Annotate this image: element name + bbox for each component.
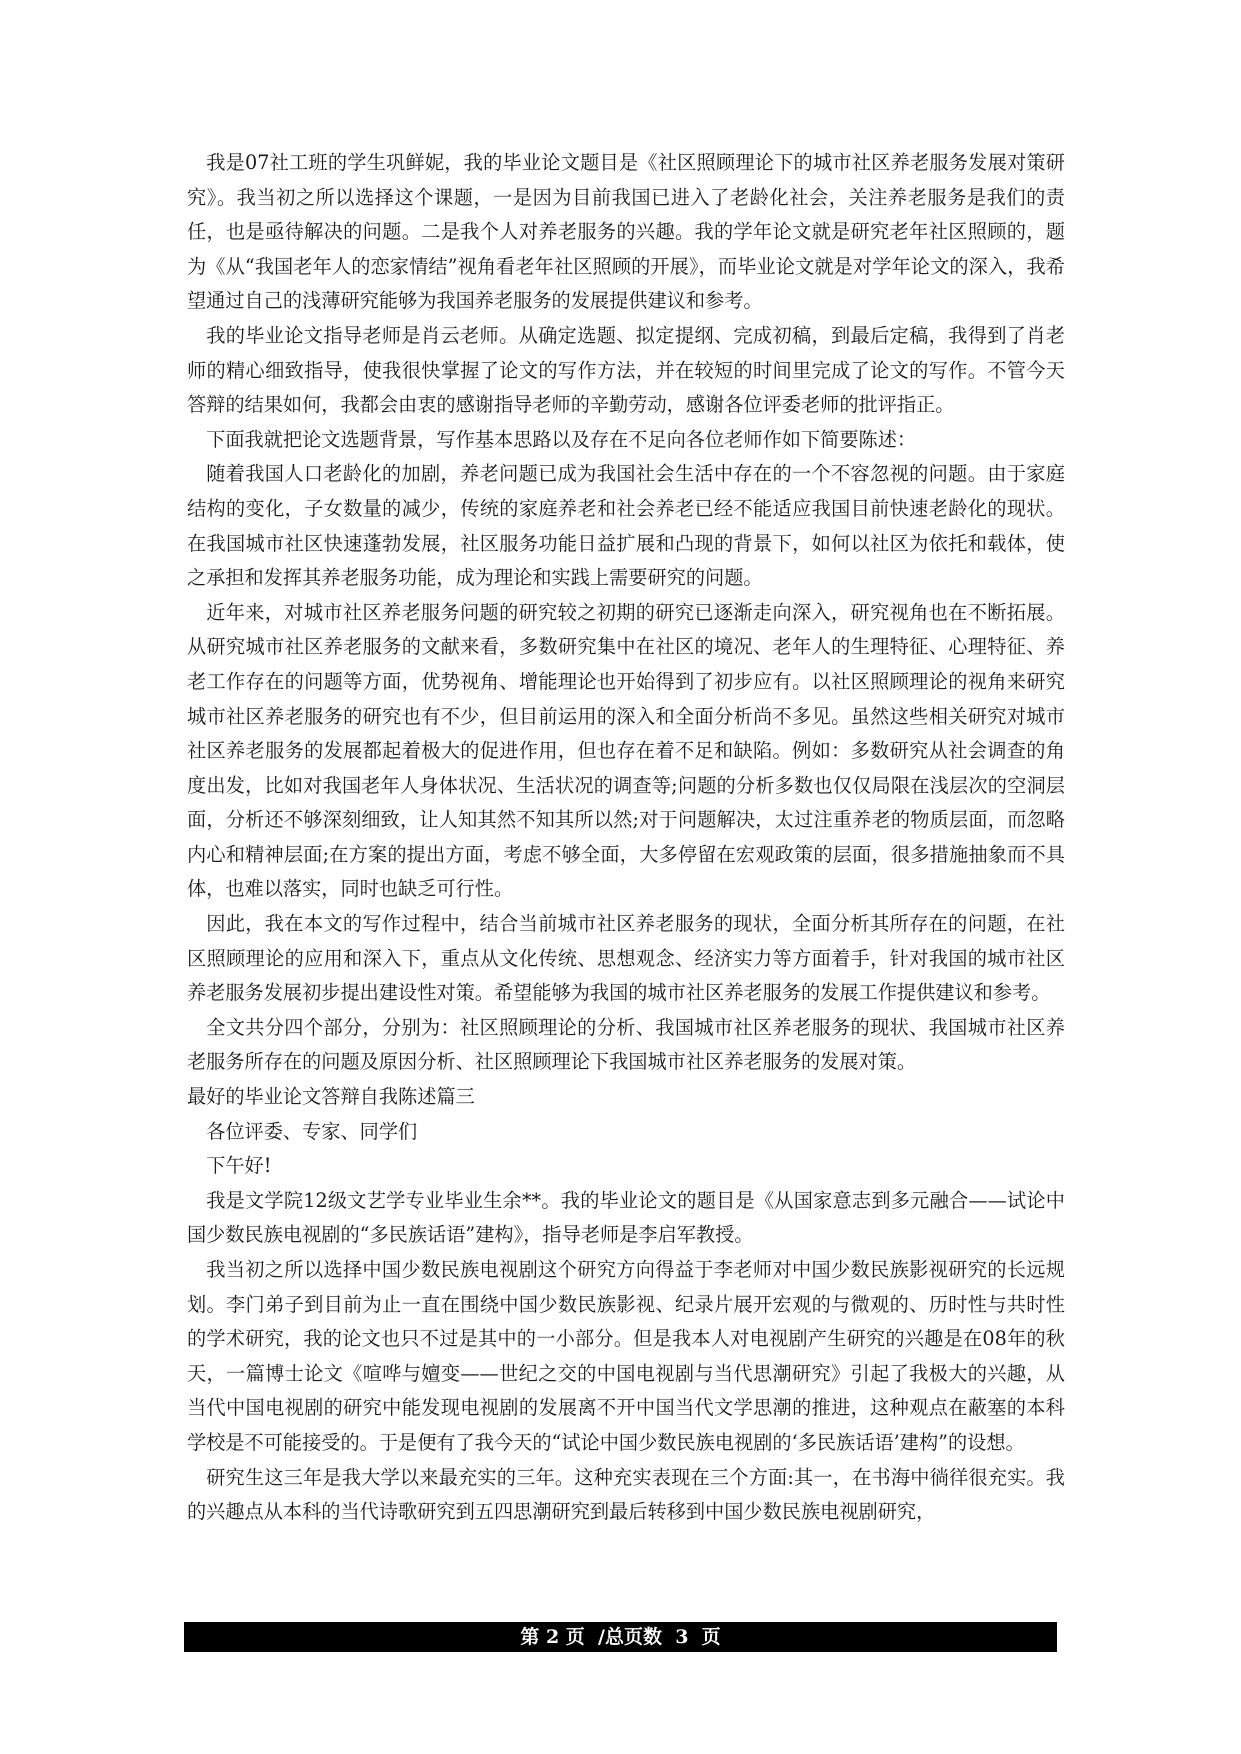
- paragraph: 随着我国人口老龄化的加剧，养老问题已成为我国社会生活中存在的一个不容忽视的问题。由于家庭结构的变化，子女数量的减少，传统的家庭养老和社会养老已经不能适应我国目前快速老龄化的现状。在我国城市社区快速蓬勃发展，社区服务功能日益扩展和凸现的背景下，如何以社区为依托和载体，使之承担和发挥其养老服务功能，成为理论和实践上需要研究的问题。: [187, 462, 1065, 590]
- document-body: [187, 146, 1065, 1530]
- paragraph: 各位评委、专家、同学们: [206, 1119, 418, 1143]
- paragraph: 因此，我在本文的写作过程中，结合当前城市社区养老服务的现状，全面分析其所存在的问题，在社区照顾理论的应用和深入下，重点从文化传统、思想观念、经济实力等方面着手，针对我国的城市社区养老服务发展初步提出建设性对策。希望能够为我国的城市社区养老服务的发展工作提供建议和参考。: [187, 912, 1065, 1005]
- paragraph: 全文共分四个部分，分别为：社区照顾理论的分析、我国城市社区养老服务的现状、我国城市社区养老服务所存在的问题及原因分析、社区照顾理论下我国城市社区养老服务的发展对策。: [187, 1015, 1065, 1074]
- section-heading: 最好的毕业论文答辩自我陈述篇三: [187, 1085, 475, 1109]
- paragraph: 我的毕业论文指导老师是肖云老师。从确定选题、拟定提纲、完成初稿，到最后定稿，我得到了肖老师的精心细致指导，使我很快掌握了论文的写作方法，并在较短的时间里完成了论文的写作。不管今天答辩的结果如何，我都会由衷的感谢指导老师的辛勤劳动，感谢各位评委老师的批评指正。: [187, 323, 1065, 417]
- paragraph: 近年来，对城市社区养老服务问题的研究较之初期的研究已逐渐走向深入，研究视角也在不断拓展。从研究城市社区养老服务的文献来看，多数研究集中在社区的境况、老年人的生理特征、心理特征、养老工作存在的问题等方面，优势视角、增能理论也开始得到了初步应有。以社区照顾理论的视角来研究城市社区养老服务的研究也有不少，但目前运用的深入和全面分析尚不多见。虽然这些相关研究对城市社区养老服务的发展都起着极大的促进作用，但也存在着不足和缺陷。例如：多数研究从社会调查的角度出发，比如对我国老年人身体状况、生活状况的调查等;问题的分析多数也仅仅局限在浅层次的空洞层面，分析还不够深刻细致，让人知其然不知其所以然;对于问题解决，太过注重养老的物质层面，而忽略内心和精神层面;在方案的提出方面，考虑不够全面，大多停留在宏观政策的层面，很多措施抽象而不具体，也难以落实，同时也缺乏可行性。: [187, 600, 1065, 901]
- paragraph: 我当初之所以选择中国少数民族电视剧这个研究方向得益于李老师对中国少数民族影视研究的长远规划。李门弟子到目前为止一直在围绕中国少数民族影视、纪录片展开宏观的与微观的、历时性与共时性的学术研究，我的论文也只不过是其中的一小部分。但是我本人对电视剧产生研究的兴趣是在08年的秋天，一篇博士论文《喧哗与嬗变——世纪之交的中国电视剧与当代思潮研究》引起了我极大的兴趣，从当代中国电视剧的研究中能发现电视剧的发展离不开中国当代文学思潮的推进，这种观点在蔽塞的本科学校是不可能接受的。于是便有了我今天的“试论中国少数民族电视剧的‘多民族话语’建构”的设想。: [187, 1258, 1065, 1454]
- paragraph: 我是07社工班的学生巩鲜妮，我的毕业论文题目是《社区照顾理论下的城市社区养老服务发展对策研究》。我当初之所以选择这个课题，一是因为目前我国已进入了老龄化社会，关注养老服务是我们的责任，也是亟待解决的问题。二是我个人对养老服务的兴趣。我的学年论文就是研究老年社区照顾的，题为《从“我国老年人的恋家情结”视角看老年社区照顾的开展》，而毕业论文就是对学年论文的深入，我希望通过自己的浅薄研究能够为我国养老服务的发展提供建议和参考。: [187, 151, 1065, 313]
- page-number-footer: 第 2 页 /总页数 3 页: [184, 1622, 1057, 1652]
- paragraph: 研究生这三年是我大学以来最充实的三年。这种充实表现在三个方面:其一，在书海中徜徉很充实。我的兴趣点从本科的当代诗歌研究到五四思潮研究到最后转移到中国少数民族电视剧研究，: [187, 1465, 1065, 1524]
- paragraph: 我是文学院12级文艺学专业毕业生余**。我的毕业论文的题目是《从国家意志到多元融合——试论中国少数民族电视剧的“多民族话语”建构》，指导老师是李启军教授。: [187, 1188, 1065, 1247]
- paragraph: 下午好!: [206, 1154, 272, 1178]
- paragraph: 下面我就把论文选题背景，写作基本思路以及存在不足向各位老师作如下简要陈述：: [206, 427, 917, 451]
